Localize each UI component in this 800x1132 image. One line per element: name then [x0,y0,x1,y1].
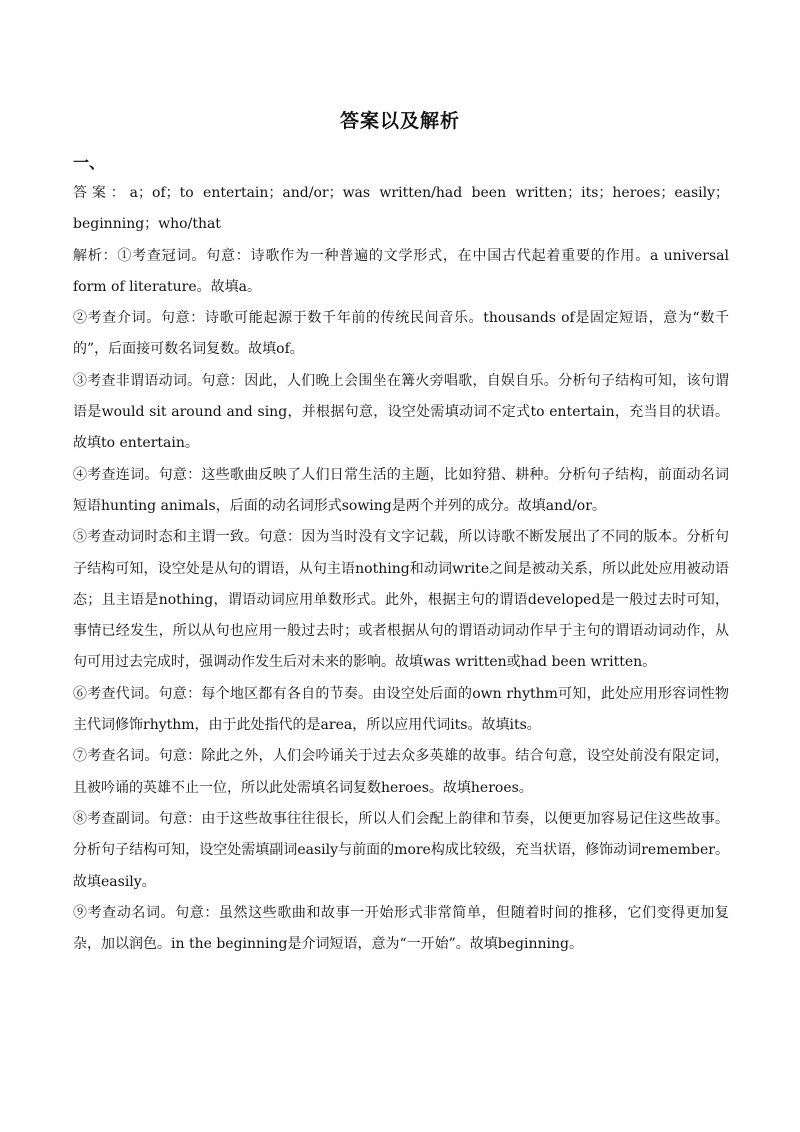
analysis-item-2: ②考查介词。句意：诗歌可能起源于数千年前的传统民间音乐。thousands of是固定短语，意为“数千的”，后面接可数名词复数。故填of。 [73,310,729,358]
analysis-item-8: ⑧考查副词。句意：由于这些故事往往很长，所以人们会配上韵律和节奏，以便更加容易记住这些故事。分析句子结构可知，设空处需填副词easily与前面的more构成比较级，充当状语，修饰动词remember。故填easily。 [73,810,729,890]
analysis-item-9: ⑨考查动名词。句意：虽然这些歌曲和故事一开始形式非常简单，但随着时间的推移，它们变得更加复杂，加以润色。in the beginning是介词短语，意为“一开始”。故填beginning。 [73,904,729,953]
analysis-item-6: ⑥考查代词。句意：每个地区都有各自的节奏。由设空处后面的own rhythm可知，此处应用形容词性物主代词修饰rhythm，由于此处指代的是area，所以应用代词its。故填its。 [73,685,729,734]
analysis-item-7: ⑦考查名词。句意：除此之外，人们会吟诵关于过去众多英雄的故事。结合句意，设空处前没有限定词，且被吟诵的英雄不止一位，所以此处需填名词复数heroes。故填heroes。 [73,748,729,796]
analysis-item-1: 解析：①考查冠词。句意：诗歌作为一种普遍的文学形式，在中国古代起着重要的作用。a universal form of literature。故填a。 [73,247,729,295]
analysis-item-3: ③考查非谓语动词。句意：因此，人们晚上会围坐在篝火旁唱歌，自娱自乐。分析句子结构可知，该句谓语是would sit around and sing，并根据句意，设空处需填动词不定式to entertain，充当目的状语。故填to entertain。 [73,372,729,452]
analysis-item-5: ⑤考查动词时态和主谓一致。句意：因为当时没有文字记载，所以诗歌不断发展出了不同的版本。分析句子结构可知，设空处是从句的谓语，从句主语nothing和动词write之间是被动关系，所以此处应用被动语态；且主语是nothing，谓语动词应用单数形式。此外，根据主句的谓语developed是一般过去时可知，事情已经发生，所以从句也应用一般过去时；或者根据从句的谓语动词动作早于主句的谓语动词动作，从句可用过去完成时，强调动作发生后对未来的影响。故填was written或had been written。 [73,529,729,671]
answer-line: 答案：a；of；to entertain；and/or；was written/had been written；its；heroes；easily；beginning；who/that [73,185,729,233]
answer-content [73,178,729,960]
section-heading: 一、 [73,153,106,172]
page-title: 答案以及解析 [339,110,460,132]
analysis-item-4: ④考查连词。句意：这些歌曲反映了人们日常生活的主题，比如狩猎、耕种。分析句子结构，前面动名词短语hunting animals，后面的动名词形式sowing是两个并列的成分。故填and/or。 [73,466,729,514]
